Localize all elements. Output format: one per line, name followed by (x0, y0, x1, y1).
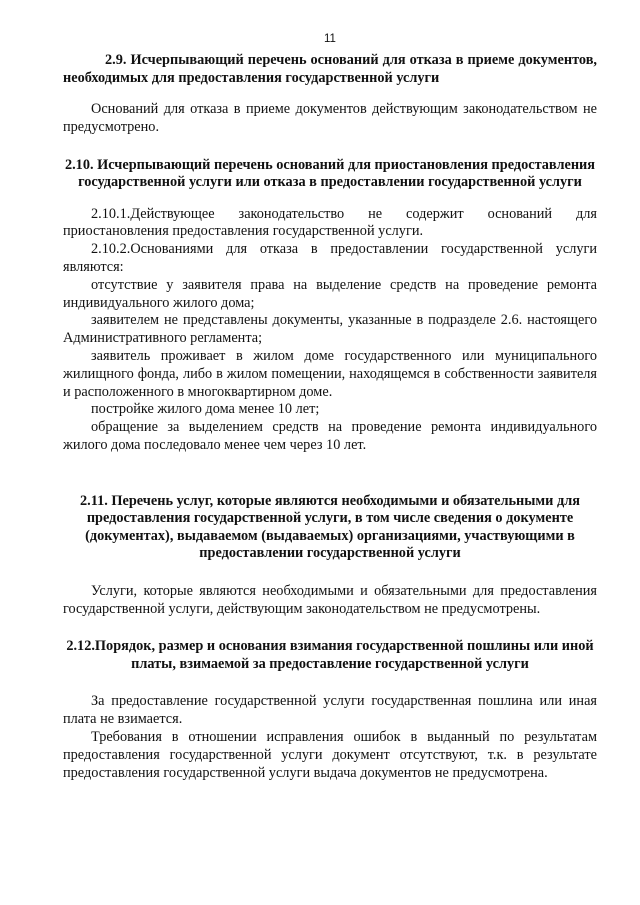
section-2-12-paragraph-2: Требования в отношении исправления ошибок в выданный по результатам предоставления государственной услуги документ отсутствуют, т.к. в результате предоставления государственной услуги выдача документов не предусмотрена. (63, 728, 597, 781)
section-2-10-item-3: заявитель проживает в жилом доме государственного или муниципального жилищного фонда, либо в жилом помещении, находящемся в собственности заявителя и расположенного в многоквартирном доме. (63, 347, 597, 400)
section-2-9-paragraph: Оснований для отказа в приеме документов действующим законодательством не предусмотрено. (63, 101, 597, 135)
section-2-9 (63, 52, 597, 137)
section-2-12 (63, 638, 597, 782)
section-2-10-heading: 2.10. Исчерпывающий перечень оснований для приостановления предоставления государственной услуги или отказа в предоставлении государственной услуги (64, 156, 596, 191)
section-2-9-heading: 2.9. Исчерпывающий перечень оснований для отказа в приеме документов, необходимых для предоставления государственной услуги (63, 52, 597, 86)
section-2-10-paragraph-1: 2.10.1.Действующее законодательство не содержит оснований для приостановления предоставления государственной услуги. (63, 205, 597, 240)
section-2-11-heading: 2.11. Перечень услуг, которые являются необходимыми и обязательными для предоставления государственной услуги, в том числе сведения о документе (документах), выдаваемом (выдаваемых) организациями, участвующими в предоставлении государственной услуги (80, 492, 580, 562)
section-2-12-heading: 2.12.Порядок, размер и основания взимания государственной пошлины или иной платы, взимаемой за предоставление государственной услуги (66, 638, 594, 672)
section-2-11-paragraph: Услуги, которые являются необходимыми и обязательными для предоставления государственной услуги, действующим законодательством не предусмотрены. (63, 582, 597, 617)
section-2-10-item-4: постройке жилого дома менее 10 лет; (91, 401, 320, 418)
section-2-10-item-2: заявителем не представлены документы, указанные в подразделе 2.6. настоящего Административного регламента; (63, 312, 597, 347)
section-2-10-item-5: обращение за выделением средств на проведение ремонта индивидуального жилого дома последовало менее чем через 10 лет. (63, 419, 597, 453)
document-page (63, 32, 597, 782)
section-2-10-item-1: отсутствие у заявителя права на выделение средств на проведение ремонта индивидуального жилого дома; (63, 276, 597, 311)
page-number: 11 (324, 33, 336, 45)
section-2-10-paragraph-2: 2.10.2.Основаниями для отказа в предоставлении государственной услуги являются: (63, 241, 597, 275)
section-2-11 (63, 493, 597, 619)
section-2-10 (63, 157, 597, 455)
section-2-12-paragraph-1: За предоставление государственной услуги государственная пошлина или иная плата не взимается. (63, 693, 597, 728)
